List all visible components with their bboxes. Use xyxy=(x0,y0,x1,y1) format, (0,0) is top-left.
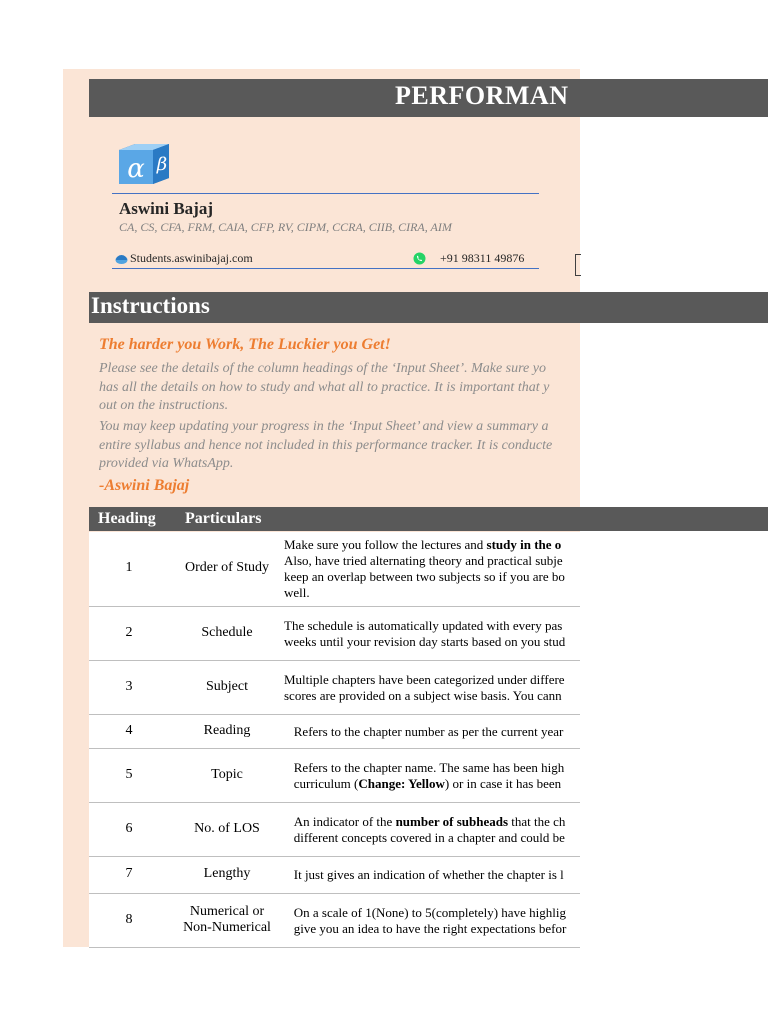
row-number: 5 xyxy=(125,766,133,782)
website-text: Students.aswinibajaj.com xyxy=(130,251,253,265)
divider-line xyxy=(112,193,539,194)
paragraph-line: provided via WhatsApp. xyxy=(99,456,234,471)
row-particulars: Multiple chapters have been categorized under differe scores are provided on a subject wise basis. You cann xyxy=(284,671,565,703)
table-row xyxy=(89,607,580,661)
alpha-beta-logo xyxy=(115,142,171,186)
row-number: 4 xyxy=(125,722,133,738)
instructions-title: Instructions xyxy=(91,293,210,318)
author-credentials: CA, CS, CFA, FRM, CAIA, CFP, RV, CIPM, CCRA, CIIB, CIRA, AIM xyxy=(119,220,452,234)
table-row xyxy=(89,532,580,607)
motto-text: The harder you Work, The Luckier you Get! xyxy=(99,336,391,353)
contact-underline xyxy=(112,268,539,269)
author-name: Aswini Bajaj xyxy=(119,199,213,218)
table-row xyxy=(89,894,580,948)
whatsapp-icon xyxy=(413,252,426,265)
column-header-heading: Heading xyxy=(98,510,156,527)
table-row xyxy=(89,803,580,857)
instructions-paragraph-2 xyxy=(99,418,580,474)
table-row xyxy=(89,749,580,803)
instructions-paragraph-1 xyxy=(99,360,580,416)
row-number: 6 xyxy=(125,820,133,836)
row-heading: No. of LOS xyxy=(194,820,260,836)
phone-number: +91 98311 49876 xyxy=(440,251,525,265)
paragraph-line: has all the details on how to study and what all to practice. It is important that y xyxy=(99,379,550,395)
row-number: 3 xyxy=(125,678,133,694)
row-heading: Reading xyxy=(203,722,251,738)
table-row xyxy=(89,857,580,894)
row-heading: Numerical or Non-Numerical xyxy=(183,903,271,935)
row-heading: Topic xyxy=(211,766,243,782)
instructions-header xyxy=(89,292,768,323)
phone-contact[interactable] xyxy=(413,251,524,266)
row-particulars: Refers to the chapter name. The same has been high curriculum (Change: Yellow) or in case it has been xyxy=(284,759,565,791)
row-number: 2 xyxy=(125,624,133,640)
row-number: 8 xyxy=(125,911,133,927)
paragraph-line: You may keep updating your progress in the ‘Input Sheet’ and view a summary a xyxy=(99,419,549,434)
paragraph-line: Please see the details of the column headings of the ‘Input Sheet’. Make sure yo xyxy=(99,361,546,376)
table-header xyxy=(89,507,768,531)
row-particulars: An indicator of the number of subheads that the ch different concepts covered in a chapter and could be xyxy=(284,813,566,845)
row-particulars: Make sure you follow the lectures and study in the o Also, have tried alternating theory and practical subje keep an overlap between two subjects so if you are bo well. xyxy=(284,537,565,600)
row-particulars: Refers to the chapter number as per the current year xyxy=(284,723,564,739)
row-heading: Lengthy xyxy=(203,866,251,881)
page-title: PERFORMAN xyxy=(395,81,569,110)
website-link[interactable] xyxy=(115,251,253,266)
row-particulars: On a scale of 1(None) to 5(completely) have highlig give you an idea to have the right expectations befor xyxy=(284,904,567,936)
row-number: 1 xyxy=(125,560,133,575)
row-particulars: It just gives an indication of whether the chapter is l xyxy=(284,867,564,882)
row-heading: Subject xyxy=(206,678,248,694)
table-row xyxy=(89,715,580,749)
row-number: 7 xyxy=(125,866,133,881)
cell-border-fragment xyxy=(575,254,581,276)
row-heading: Schedule xyxy=(201,624,253,640)
signature: -Aswini Bajaj xyxy=(99,477,190,494)
paragraph-line: out on the instructions. xyxy=(99,398,229,413)
row-heading: Order of Study xyxy=(185,560,269,575)
table-row xyxy=(89,661,580,715)
title-banner xyxy=(89,79,768,117)
globe-icon xyxy=(115,253,128,264)
row-particulars: The schedule is automatically updated with every pas weeks until your revision day starts based on you stud xyxy=(284,617,566,649)
svg-text:α: α xyxy=(127,154,145,184)
svg-text:β: β xyxy=(156,154,168,175)
paragraph-line: entire syllabus and hence not included in this performance tracker. It is conducte xyxy=(99,437,553,453)
column-header-particulars: Particulars xyxy=(185,510,262,527)
